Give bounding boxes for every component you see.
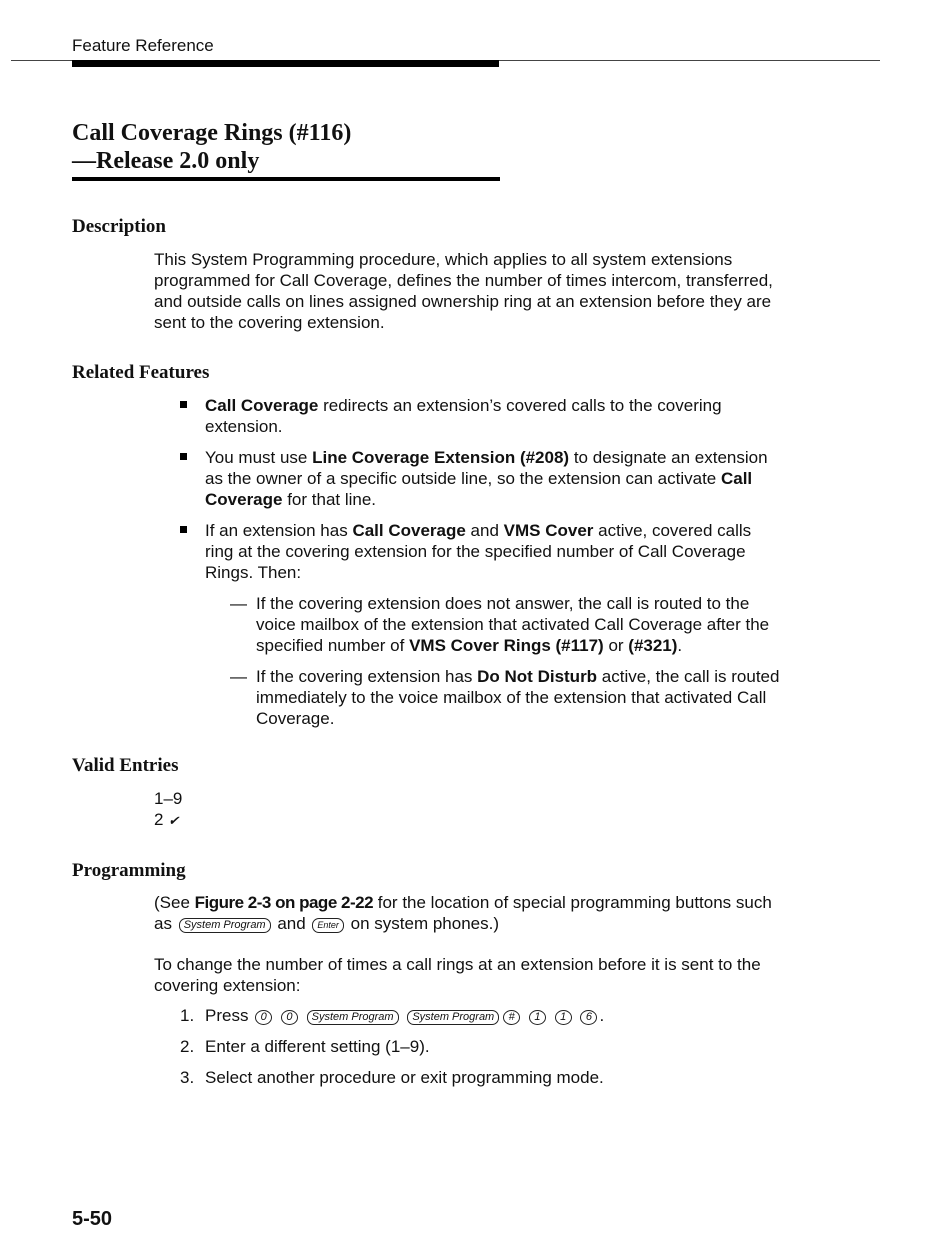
item-text: If the covering extension has xyxy=(256,667,478,686)
zero-key-icon: 0 xyxy=(255,1010,272,1025)
zero-key-icon: 0 xyxy=(281,1010,298,1025)
item-text: You must use xyxy=(205,448,313,467)
feature-name: Do Not Disturb xyxy=(477,667,598,686)
sub-list-item xyxy=(205,593,780,656)
item-text: . xyxy=(677,636,683,655)
step-number: 2. xyxy=(180,1037,195,1056)
item-text: If an extension has xyxy=(205,521,353,540)
list-item xyxy=(180,395,780,437)
feature-name: (#321) xyxy=(628,636,678,655)
dash-marker: — xyxy=(230,667,247,686)
sub-list-item xyxy=(205,666,780,729)
bullet-square-icon xyxy=(180,401,187,408)
step-text: Enter a different setting (1–9). xyxy=(205,1037,430,1056)
sub-list xyxy=(205,593,780,729)
pound-key-icon: # xyxy=(503,1010,520,1025)
step-text: . xyxy=(599,1006,605,1025)
system-program-key-icon: System Program xyxy=(407,1010,499,1025)
valid-entries-heading: Valid Entries xyxy=(72,755,179,776)
title-rule xyxy=(72,177,500,181)
item-text: active, the call is routed immediately to the voice mailbox of the extension that activated Call Coverage. xyxy=(256,667,780,728)
item-text: If the covering extension does not answer, the call is routed to the voice mailbox of the extension that activated Call Coverage after the specified number of xyxy=(256,594,770,655)
step-item xyxy=(180,1005,780,1026)
programming-intro: To change the number of times a call rings at an extension before it is sent to the covering extension: xyxy=(154,955,761,995)
step-text: Select another procedure or exit programming mode. xyxy=(205,1068,604,1087)
note-text: on system phones.) xyxy=(345,914,500,933)
one-key-icon: 1 xyxy=(555,1010,572,1025)
six-key-icon: 6 xyxy=(580,1010,597,1025)
dash-marker: — xyxy=(230,594,247,613)
feature-name: VMS Cover Rings (#117) xyxy=(409,636,604,655)
system-program-key-icon: System Program xyxy=(179,918,271,933)
step-item xyxy=(180,1067,780,1088)
step-number: 1. xyxy=(180,1006,195,1025)
feature-name: Line Coverage Extension (#208) xyxy=(312,448,570,467)
item-text: or xyxy=(603,636,629,655)
checkmark-icon: ✔ xyxy=(168,813,180,828)
note-text: for the location of special programming buttons such as xyxy=(154,893,772,933)
step-item xyxy=(180,1036,780,1057)
one-key-icon: 1 xyxy=(529,1010,546,1025)
feature-name: VMS Cover xyxy=(503,521,594,540)
programming-heading: Programming xyxy=(72,860,186,881)
valid-range: 1–9 xyxy=(154,789,183,808)
programming-note xyxy=(154,892,779,934)
note-text: (See xyxy=(154,893,195,912)
valid-entries xyxy=(154,788,779,831)
item-text: to designate an extension as the owner of a specific outside line, so the extension can activate xyxy=(205,448,768,488)
item-text: redirects an extension’s covered calls to the covering extension. xyxy=(205,396,722,436)
system-program-key-icon: System Program xyxy=(307,1010,399,1025)
step-number: 3. xyxy=(180,1068,195,1087)
related-features-list xyxy=(180,395,780,739)
title-line-1: Call Coverage Rings (#116) xyxy=(72,120,352,146)
step-text: Press xyxy=(205,1006,254,1025)
description-heading: Description xyxy=(72,216,166,237)
list-item xyxy=(180,447,780,510)
figure-reference-link[interactable]: Figure 2-3 on page 2-22 xyxy=(194,893,374,912)
description-text: This System Programming procedure, which applies to all system extensions programmed for Call Coverage, defines the number of times intercom, transferred, and outside calls on lines assigned ownership ring at an extension before they are sent to the covering extension. xyxy=(154,250,773,332)
feature-name: Call Coverage xyxy=(205,396,319,415)
enter-key-icon: Enter xyxy=(312,918,344,933)
title-line-2: —Release 2.0 only xyxy=(72,148,260,174)
page-number: 5-50 xyxy=(72,1208,113,1230)
header-bar xyxy=(72,60,499,67)
item-text: and xyxy=(465,521,504,540)
related-features-heading: Related Features xyxy=(72,362,210,383)
bullet-square-icon xyxy=(180,453,187,460)
running-header: Feature Reference xyxy=(72,36,214,55)
list-item xyxy=(180,520,780,729)
item-text: active, covered calls ring at the covering extension for the specified number of Call Coverage Rings. Then: xyxy=(205,521,752,582)
default-value: 2 xyxy=(154,810,164,829)
item-text: for that line. xyxy=(282,490,377,509)
programming-steps xyxy=(180,1005,780,1098)
feature-name: Call Coverage xyxy=(205,469,753,509)
feature-name: Call Coverage xyxy=(352,521,466,540)
default-entry xyxy=(154,809,779,831)
note-text: and xyxy=(272,914,311,933)
bullet-square-icon xyxy=(180,526,187,533)
page-title xyxy=(72,119,351,175)
